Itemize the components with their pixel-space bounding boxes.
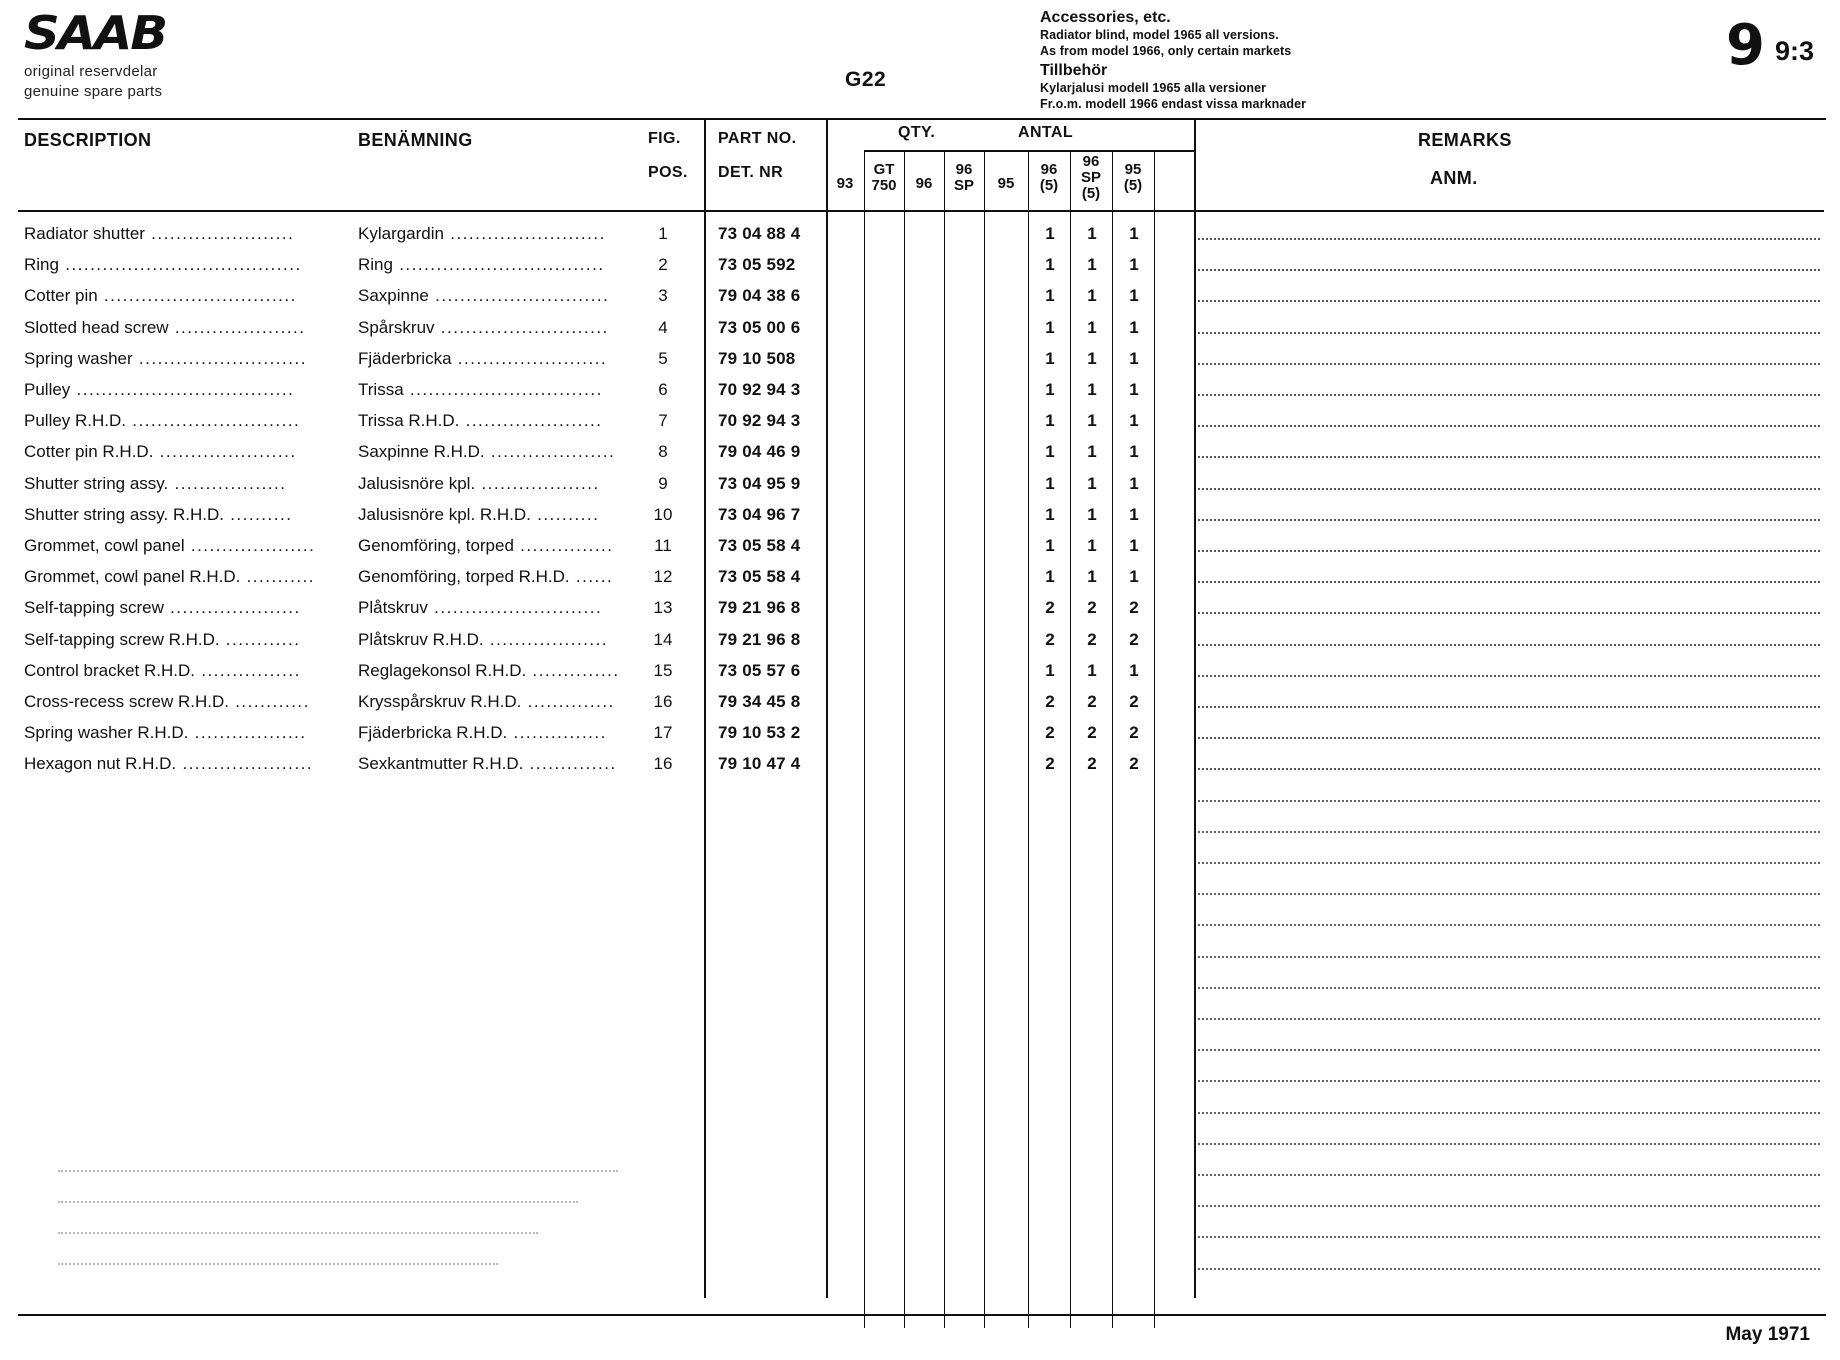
blank-remark-line [1198,862,1820,864]
cell-qty-8: 1 [1129,380,1139,399]
cell-qty-6: 2 [1045,629,1055,649]
cell-fig-pos: 14 [653,629,673,649]
cell-fig-pos: 8 [658,442,668,462]
cell-description: Grommet, cowl panel R.H.D. ........... [24,567,316,587]
cell-part-number: 79 04 46 9 [718,442,801,462]
cell-description: Self-tapping screw ..................... [24,598,301,618]
cell-qty-7: 1 [1087,442,1097,462]
cell-part-number: 73 05 58 4 [718,536,801,555]
cell-qty-8: 1 [1129,473,1139,493]
blank-remark-line [1198,1018,1820,1020]
cell-remarks [1198,644,1820,646]
cell-qty-6: 1 [1045,224,1055,243]
blank-remark-line [1198,1143,1820,1145]
cell-qty-6: 2 [1045,723,1055,743]
cell-fig-pos: 11 [654,536,672,555]
cell-qty-7: 2 [1087,629,1097,649]
cell-description: Grommet, cowl panel .................... [24,536,316,555]
blank-remark-line [1198,1174,1820,1176]
table-row [18,318,1824,349]
cell-remarks [1198,300,1820,302]
table-row [18,567,1824,598]
blank-remark-line [1198,831,1820,833]
cell-part-number: 73 05 00 6 [718,317,801,337]
note-english-line-1: Radiator blind, model 1965 all versions. [1040,28,1279,42]
column-header-description: DESCRIPTION [24,130,152,150]
blank-remark-line [1198,1268,1820,1270]
cell-qty-8: 2 [1129,723,1139,743]
page-header [0,0,1840,118]
cell-fig-pos: 4 [658,317,668,337]
parts-table [18,120,1824,1320]
cell-qty-6: 1 [1045,536,1055,555]
note-swedish-line-2: Fr.o.m. modell 1966 endast vissa marknader [1040,96,1307,111]
cell-remarks [1198,768,1820,770]
table-row [18,754,1824,785]
cell-description: Shutter string assy. .................. [24,473,287,493]
cell-benamning: Krysspårskruv R.H.D. .............. [358,692,615,711]
column-header-anm: ANM. [1430,168,1478,188]
cell-description: Hexagon nut R.H.D. ..................... [24,754,314,774]
cell-remarks [1198,425,1820,427]
table-header-divider [18,210,1824,212]
cell-qty-8: 1 [1129,442,1139,462]
cell-description: Shutter string assy. R.H.D. .......... [24,504,293,524]
group-code: G22 [845,68,887,91]
cell-qty-6: 1 [1045,504,1055,524]
cell-qty-7: 1 [1087,660,1097,680]
blank-description-line [58,1232,538,1234]
cell-benamning: Genomföring, torped R.H.D. ...... [358,567,614,587]
cell-qty-8: 2 [1129,754,1139,774]
qty-subheader-8: 95 (5) [1123,161,1143,194]
cell-qty-6: 2 [1045,754,1055,774]
cell-part-number: 70 92 94 3 [718,411,801,431]
blank-remark-line [1198,1205,1820,1207]
cell-benamning: Sexkantmutter R.H.D. .............. [358,754,617,774]
cell-qty-8: 1 [1129,317,1139,337]
cell-part-number: 79 04 38 6 [718,286,801,306]
cell-description: Spring washer R.H.D. .................. [24,723,307,743]
cell-qty-8: 2 [1129,598,1139,618]
cell-qty-7: 2 [1087,692,1097,711]
cell-fig-pos: 6 [658,380,668,399]
blank-remark-line [1198,956,1820,958]
cell-remarks [1198,238,1820,240]
page-number [1726,13,1814,78]
cell-fig-pos: 2 [658,255,668,275]
cell-description: Self-tapping screw R.H.D. ............ [24,629,301,649]
cell-description: Control bracket R.H.D. ................ [24,660,301,680]
cell-qty-6: 1 [1045,380,1055,399]
cell-fig-pos: 5 [658,348,668,368]
cell-qty-6: 1 [1045,567,1055,587]
cell-part-number: 73 05 58 4 [718,567,801,587]
cell-qty-6: 2 [1045,692,1055,711]
cell-benamning: Fjäderbricka ........................ [358,348,608,368]
cell-remarks [1198,675,1820,677]
cell-qty-6: 2 [1045,598,1055,618]
cell-remarks [1198,706,1820,708]
table-row [18,224,1824,255]
blank-remark-line [1198,1112,1820,1114]
column-header-fig: FIG. [648,130,681,147]
cell-qty-6: 1 [1045,255,1055,275]
cell-qty-8: 1 [1129,660,1139,680]
blank-remark-line [1198,1049,1820,1051]
table-row [18,474,1824,505]
cell-remarks [1198,612,1820,614]
cell-qty-8: 1 [1129,536,1139,555]
cell-benamning: Plåtskruv R.H.D. ................... [358,629,609,649]
column-header-antal: ANTAL [1018,124,1074,141]
qty-subheader-2: GT 750 [871,161,897,194]
header-notes [1040,8,1460,113]
cell-part-number: 73 04 96 7 [718,504,801,524]
cell-benamning: Jalusisnöre kpl. R.H.D. .......... [358,504,600,524]
blank-description-line [58,1263,498,1265]
column-header-part-no: PART NO. [718,130,797,147]
table-row [18,723,1824,754]
qty-subheader-3: 96 [915,175,933,192]
cell-part-number: 79 10 53 2 [718,723,801,743]
cell-part-number: 73 04 95 9 [718,473,801,493]
cell-description: Radiator shutter ....................... [24,224,295,243]
cell-fig-pos: 16 [653,754,673,774]
cell-qty-8: 1 [1129,348,1139,368]
cell-remarks [1198,488,1820,490]
note-title-english: Accessories, etc. [1040,9,1171,26]
qty-header-divider [864,150,1194,152]
qty-subheader-6: 96 (5) [1039,161,1059,194]
blank-description-line [58,1201,578,1203]
blank-remark-line [1198,800,1820,802]
cell-qty-7: 1 [1087,411,1097,431]
table-row [18,692,1824,723]
table-row [18,661,1824,692]
logo-subtitle-swedish: original reservdelar [24,63,158,80]
cell-part-number: 73 05 57 6 [718,660,801,680]
section-number: 9 [1726,13,1765,78]
cell-part-number: 79 34 45 8 [718,692,801,711]
cell-part-number: 79 10 508 [718,348,796,368]
publication-date: May 1971 [1725,1324,1810,1345]
cell-qty-7: 1 [1087,286,1097,306]
cell-description: Pulley ................................... [24,380,295,399]
cell-qty-7: 1 [1087,504,1097,524]
cell-qty-6: 1 [1045,660,1055,680]
blank-remark-line [1198,893,1820,895]
brand-logo-block [24,6,284,103]
cell-benamning: Saxpinne R.H.D. .................... [358,442,616,462]
cell-benamning: Saxpinne ............................ [358,286,610,306]
cell-description: Cotter pin ............................... [24,286,297,306]
cell-part-number: 73 04 88 4 [718,224,801,243]
table-row [18,349,1824,380]
cell-remarks [1198,519,1820,521]
cell-qty-8: 1 [1129,224,1139,243]
cell-remarks [1198,332,1820,334]
cell-qty-7: 1 [1087,224,1097,243]
logo-subtitle [24,62,284,103]
table-row [18,630,1824,661]
cell-qty-7: 2 [1087,723,1097,743]
cell-part-number: 79 21 96 8 [718,629,801,649]
cell-part-number: 79 21 96 8 [718,598,801,618]
note-swedish-line-1: Kylarjalusi modell 1965 alla versioner [1040,81,1267,96]
note-english-line-2: As from model 1966, only certain markets [1040,43,1292,58]
logo-subtitle-english: genuine spare parts [24,83,163,101]
cell-description: Pulley R.H.D. ........................... [24,411,301,431]
cell-qty-8: 1 [1129,567,1139,587]
cell-qty-8: 1 [1129,286,1139,306]
footer-divider [18,1314,1826,1316]
cell-fig-pos: 9 [658,473,668,493]
cell-description: Spring washer ........................... [24,348,307,368]
cell-qty-7: 2 [1087,754,1097,774]
column-header-det-nr: DET. NR [718,164,784,181]
cell-qty-6: 1 [1045,348,1055,368]
cell-benamning: Ring ................................. [358,255,605,275]
cell-remarks [1198,363,1820,365]
cell-qty-8: 2 [1129,629,1139,649]
qty-subheader-7: 96 SP (5) [1080,153,1101,202]
cell-remarks [1198,550,1820,552]
cell-fig-pos: 13 [653,598,673,618]
cell-qty-7: 1 [1087,317,1097,337]
cell-qty-6: 1 [1045,473,1055,493]
cell-benamning: Plåtskruv ........................... [358,598,603,618]
table-row [18,411,1824,442]
column-header-benamning: BENÄMNING [358,130,473,150]
page-number-label: 9:3 [1774,35,1814,66]
qty-subheader-4: 96 SP [953,161,974,194]
qty-subheader-5: 95 [997,175,1015,192]
cell-benamning: Jalusisnöre kpl. ................... [358,473,600,493]
cell-qty-7: 1 [1087,255,1097,275]
blank-remark-line [1198,987,1820,989]
cell-benamning: Trissa ............................... [358,380,603,399]
column-header-remarks: REMARKS [1418,130,1512,150]
cell-qty-6: 1 [1045,286,1055,306]
cell-part-number: 79 10 47 4 [718,754,801,774]
cell-part-number: 73 05 592 [718,255,796,275]
blank-remark-line [1198,924,1820,926]
cell-part-number: 70 92 94 3 [718,380,801,399]
cell-remarks [1198,456,1820,458]
cell-benamning: Trissa R.H.D. ...................... [358,411,603,431]
table-row [18,536,1824,567]
table-row [18,598,1824,629]
cell-qty-8: 1 [1129,411,1139,431]
table-row [18,380,1824,411]
blank-remark-line [1198,1080,1820,1082]
table-row [18,286,1824,317]
cell-qty-7: 1 [1087,536,1097,555]
cell-fig-pos: 16 [653,692,673,711]
cell-fig-pos: 12 [653,567,673,587]
table-row [18,442,1824,473]
cell-qty-8: 1 [1129,504,1139,524]
cell-qty-6: 1 [1045,317,1055,337]
cell-description: Ring ...................................... [24,255,302,275]
cell-benamning: Genomföring, torped ............... [358,536,614,555]
cell-qty-6: 1 [1045,411,1055,431]
cell-remarks [1198,737,1820,739]
cell-description: Cotter pin R.H.D. ...................... [24,442,297,462]
cell-fig-pos: 10 [653,504,673,524]
cell-benamning: Kylargardin ......................... [358,224,606,243]
cell-qty-7: 1 [1087,567,1097,587]
cell-description: Slotted head screw ..................... [24,317,306,337]
cell-fig-pos: 15 [653,660,673,680]
cell-benamning: Fjäderbricka R.H.D. ............... [358,723,607,743]
cell-qty-8: 2 [1129,692,1139,711]
cell-qty-8: 1 [1129,255,1139,275]
blank-description-line [58,1170,618,1172]
cell-remarks [1198,269,1820,271]
cell-fig-pos: 3 [658,286,668,306]
cell-benamning: Reglagekonsol R.H.D. .............. [358,660,620,680]
column-header-pos: POS. [648,164,688,181]
cell-remarks [1198,394,1820,396]
cell-benamning: Spårskruv ........................... [358,317,609,337]
cell-fig-pos: 1 [658,224,668,243]
cell-description: Cross-recess screw R.H.D. ............ [24,692,310,711]
column-header-qty: QTY. [898,124,936,141]
note-title-swedish: Tillbehör [1040,62,1108,80]
cell-qty-6: 1 [1045,442,1055,462]
cell-qty-7: 1 [1087,473,1097,493]
cell-fig-pos: 7 [658,411,668,431]
table-row [18,255,1824,286]
saab-logo: SAAB [24,6,166,60]
table-row [18,505,1824,536]
cell-qty-7: 2 [1087,598,1097,618]
cell-qty-7: 1 [1087,380,1097,399]
cell-fig-pos: 17 [653,723,673,743]
blank-remark-line [1198,1236,1820,1238]
cell-qty-7: 1 [1087,348,1097,368]
qty-subheader-1: 93 [836,175,854,192]
cell-remarks [1198,581,1820,583]
